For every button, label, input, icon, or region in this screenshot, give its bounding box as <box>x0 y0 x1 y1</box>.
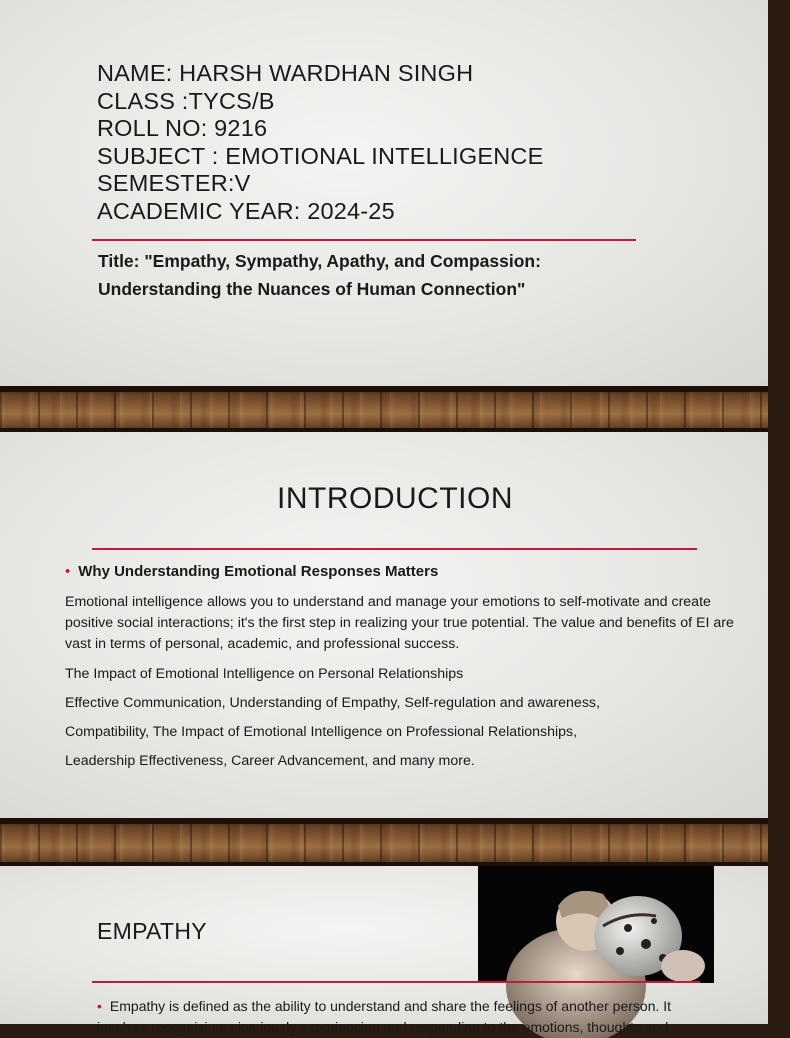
slide-empathy <box>0 866 768 1035</box>
bullet-icon: • <box>97 998 102 1014</box>
intro-paragraph-4: Compatibility, The Impact of Emotional Intelligence on Professional Relationships, <box>65 724 578 740</box>
empathy-heading: EMPATHY <box>97 918 207 944</box>
empathy-divider <box>92 981 700 983</box>
slide-title <box>0 0 768 386</box>
info-subject: SUBJECT : EMOTIONAL INTELLIGENCE <box>97 142 544 169</box>
introduction-heading: INTRODUCTION <box>277 482 513 515</box>
title-line-2: Understanding the Nuances of Human Connection" <box>98 279 526 299</box>
hugging-people-image <box>478 866 714 983</box>
introduction-divider <box>92 548 697 550</box>
empathy-photo <box>478 866 714 983</box>
bullet-icon: • <box>65 563 71 580</box>
introduction-bullet-text: Why Understanding Emotional Responses Matters <box>78 563 439 580</box>
info-class: CLASS :TYCS/B <box>97 87 275 114</box>
intro-paragraph-5: Leadership Effectiveness, Career Advancement, and many more. <box>65 753 475 769</box>
info-name: NAME: HARSH WARDHAN SINGH <box>97 60 474 86</box>
introduction-bullet <box>65 563 438 580</box>
intro-paragraph-2: The Impact of Emotional Intelligence on Personal Relationships <box>65 666 464 682</box>
title-divider <box>92 239 636 241</box>
presentation-title <box>98 247 658 303</box>
empathy-bullet-text: Empathy is defined as the ability to understand and share the feelings of another person. It involves recognizing, vicariously experiencing and responding to the emotions, thoughts and <box>97 998 672 1035</box>
info-roll-no: ROLL NO: 9216 <box>97 115 268 142</box>
slide-introduction <box>0 432 768 818</box>
empathy-bullet <box>97 996 697 1038</box>
info-semester: SEMESTER:V <box>97 170 251 197</box>
info-academic-year: ACADEMIC YEAR: 2024-25 <box>97 197 395 224</box>
intro-paragraph-3: Effective Communication, Understanding of Empathy, Self-regulation and awareness, <box>65 695 600 711</box>
student-info <box>97 60 543 226</box>
title-line-1: Title: "Empathy, Sympathy, Apathy, and Compassion: <box>98 251 541 271</box>
wood-floor-divider <box>0 818 768 866</box>
wood-floor-divider <box>0 386 768 432</box>
intro-paragraph-1: Emotional intelligence allows you to understand and manage your emotions to self-motivate and create positive social interactions; it's the first step in realizing your true potential. The value and benefits of EI are vast in terms of personal, academic, and professional success. <box>65 594 734 652</box>
